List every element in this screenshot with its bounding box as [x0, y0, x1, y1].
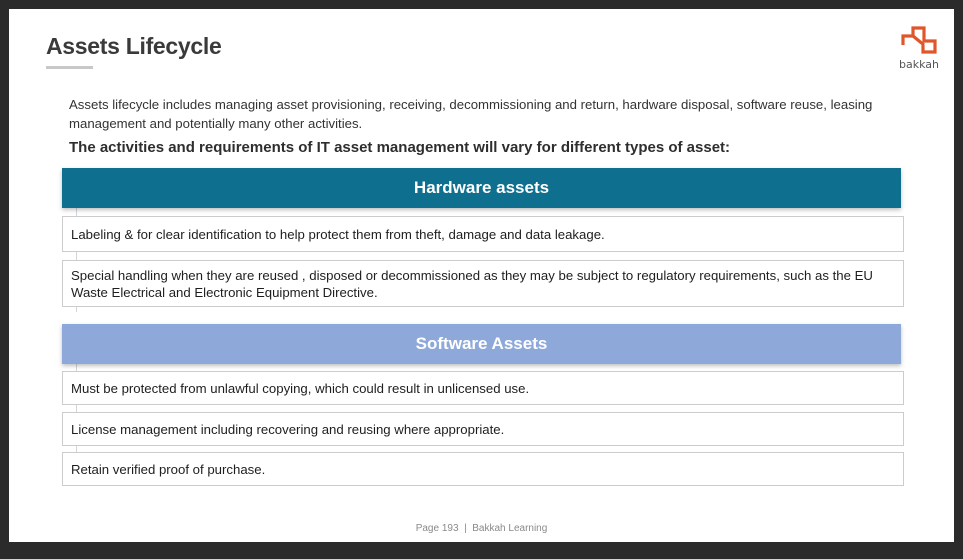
title-underline [46, 66, 93, 69]
slide-title: Assets Lifecycle [46, 33, 222, 59]
logo-text: bakkah [899, 58, 939, 71]
footer-page-number: Page 193 [415, 523, 459, 534]
footer [9, 523, 954, 534]
software-item-license-management: License management including recovering and reusing where appropriate. [62, 412, 904, 446]
software-assets-banner: Software Assets [62, 324, 901, 364]
bakkah-logo-icon [900, 21, 938, 55]
hardware-item-labeling: Labeling & for clear identification to help protect them from theft, damage and data leakage. [62, 216, 904, 252]
footer-brand: Bakkah Learning [472, 523, 548, 534]
intro-text: Assets lifecycle includes managing asset provisioning, receiving, decommissioning and return, hardware disposal, software reuse, leasing management and potentially many other activities. [69, 97, 873, 131]
bakkah-logo [895, 21, 943, 71]
software-item-protection: Must be protected from unlawful copying, which could result in unlicensed use. [62, 371, 904, 405]
footer-separator: | [464, 523, 467, 534]
hardware-item-special-handling: Special handling when they are reused , disposed or decommissioned as they may be subject to regulatory requirements, such as the EU Waste Electrical and Electronic Equipment Directive. [62, 260, 904, 307]
subheading: The activities and requirements of IT asset management will vary for different types of asset: [69, 139, 731, 156]
slide [9, 9, 954, 542]
software-item-proof-of-purchase: Retain verified proof of purchase. [62, 452, 904, 486]
hardware-assets-banner: Hardware assets [62, 168, 901, 208]
